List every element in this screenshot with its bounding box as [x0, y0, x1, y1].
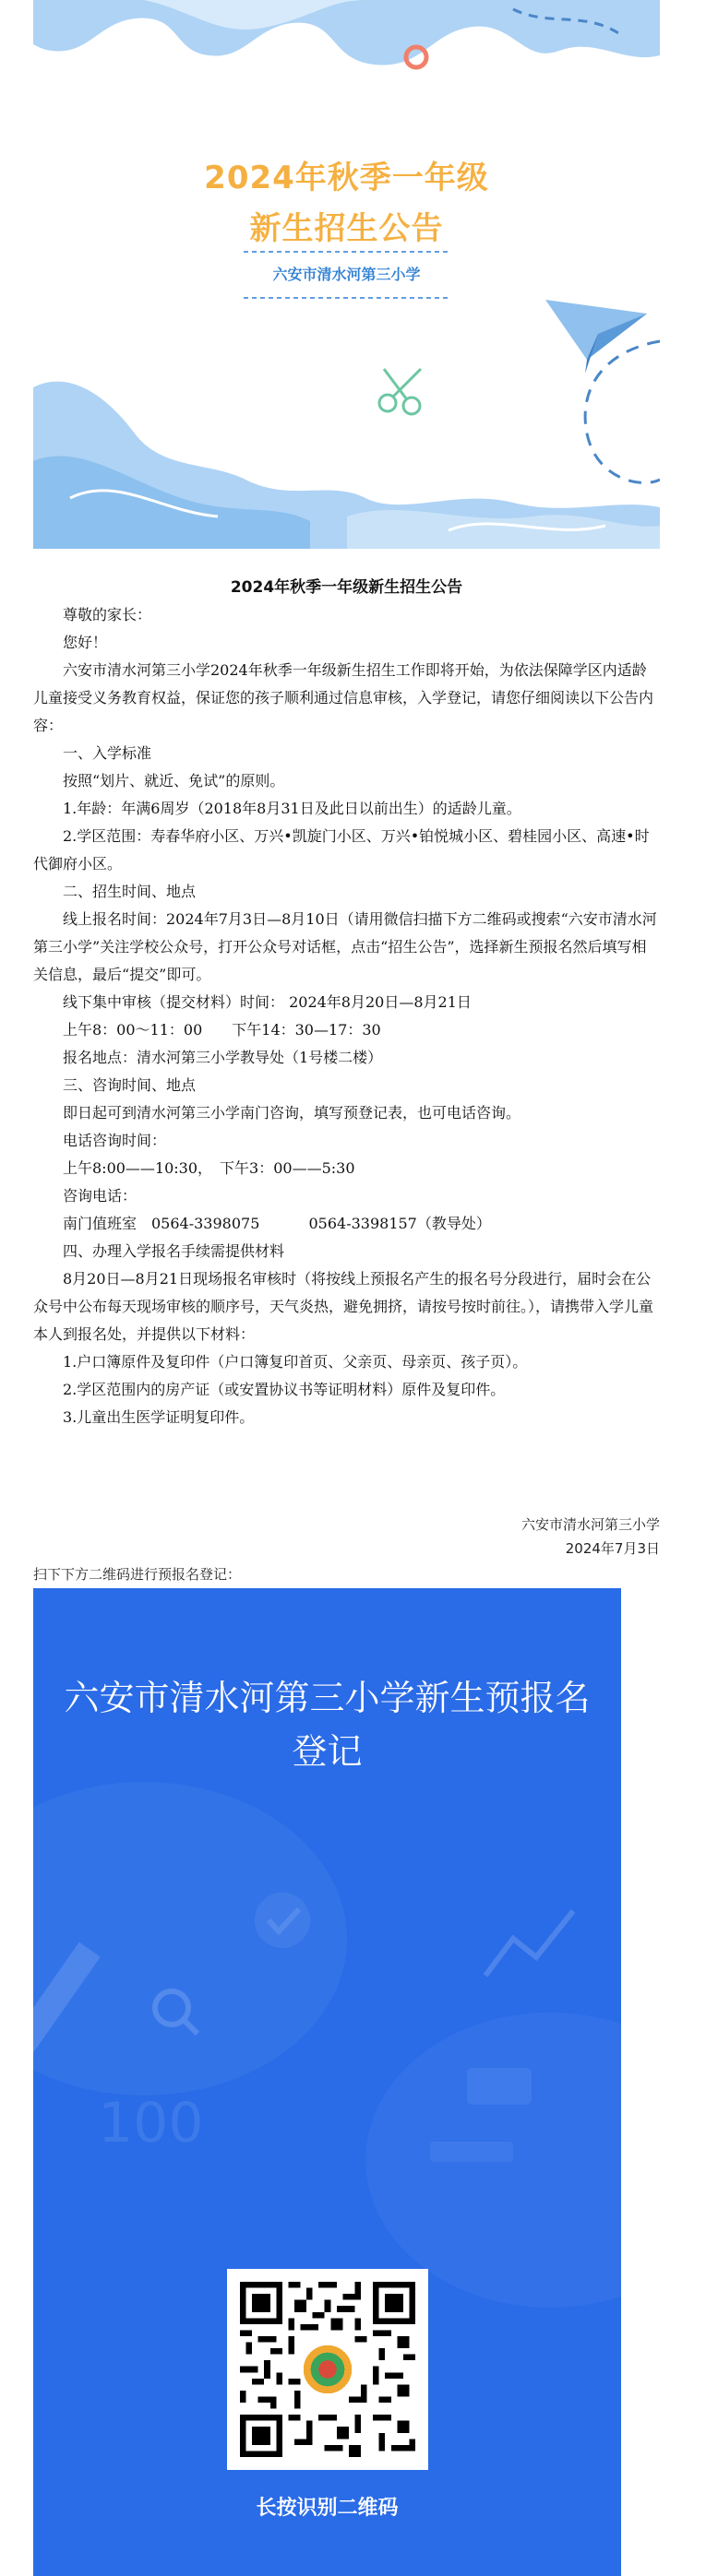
announcement-article: [33, 574, 660, 1431]
signature-date: 2024年7月3日: [565, 1540, 660, 1557]
paragraph: 咨询电话：: [63, 1187, 138, 1205]
article-title: 2024年秋季一年级新生招生公告: [230, 578, 463, 597]
banner-title-line2: 新生招生公告: [249, 210, 444, 247]
list-item: 1.户口簿原件及复印件（户口簿复印首页、父亲页、母亲页、孩子页）。: [63, 1353, 528, 1371]
poster-title: 六安市清水河第三小学新生预报名登记: [64, 1678, 591, 1772]
svg-text:100: 100: [98, 2091, 204, 2155]
top-cloud: [33, 0, 660, 65]
signature-org: 六安市清水河第三小学: [521, 1516, 660, 1533]
paragraph: 上午8:00——10:30， 下午3：00——5:30: [63, 1159, 355, 1177]
paper-plane-icon: [545, 300, 647, 374]
qr-code-icon: [240, 2282, 415, 2457]
list-item: 3.儿童出生医学证明复印件。: [63, 1408, 255, 1426]
section-heading: 三、咨询时间、地点: [63, 1076, 197, 1094]
paragraph: 即日起可到清水河第三小学南门咨询，填写预登记表，也可电话咨询。: [63, 1104, 521, 1122]
paragraph: 按照“划片、就近、免试”的原则。: [63, 772, 285, 789]
scissors-icon: [379, 369, 421, 414]
paragraph: 上午8：00～11：00 下午14：30—17：30: [63, 1021, 381, 1039]
header-banner: [33, 0, 660, 549]
list-item: 2.学区范围内的房产证（或安置协议书等证明材料）原件及复印件。: [63, 1381, 506, 1398]
intro-paragraph: 六安市清水河第三小学2024年秋季一年级新生招生工作即将开始，为依法保障学区内适龄儿童接受义务教育权益，保证您的孩子顺利通过信息审核，入学登记，请您仔细阅读以下公告内容：: [33, 661, 654, 734]
section-heading: 一、入学标准: [63, 744, 152, 762]
paragraph: 报名地点：清水河第三小学教导处（1号楼二楼）: [63, 1049, 383, 1066]
paragraph: 2.学区范围：寿春华府小区、万兴•凯旋门小区、万兴•铂悦城小区、碧桂园小区、高速•时代御府小区。: [33, 827, 650, 873]
paragraph: 8月20日—8月21日现场报名审核时（将按线上预报名产生的报名号分段进行，届时会在公众号中公布每天现场审核的顺序号，天气炎热，避免拥挤，请按号按时前往。），请携带入学儿童本人到报名处，并提供以下材料：: [33, 1270, 654, 1343]
banner-school-name: 六安市清水河第三小学: [272, 266, 421, 283]
check-icon: [255, 1893, 310, 1948]
paragraph: 线上报名时间：2024年7月3日—8月10日（请用微信扫描下方二维码或搜索“六安市清水河第三小学”关注学校公众号，打开公众号对话框，点击“招生公告”，选择新生预报名然后填写相关信息，最后“提交”即可。: [33, 910, 657, 983]
qr-caption: 长按识别二维码: [256, 2497, 399, 2520]
section-heading: 二、招生时间、地点: [63, 883, 197, 900]
paragraph: 电话咨询时间：: [63, 1132, 167, 1149]
salutation: 尊敬的家长：: [63, 606, 152, 623]
banner-title-line1: 2024年秋季一年级: [204, 160, 489, 196]
paragraph: 南门值班室 0564-3398075 0564-3398157（教导处）: [63, 1215, 491, 1232]
section-heading: 四、办理入学报名手续需提供材料: [63, 1242, 285, 1260]
greeting: 您好！: [63, 634, 108, 651]
paragraph: 线下集中审核（提交材料）时间： 2024年8月20日—8月21日: [63, 993, 472, 1011]
scan-instruction: 扫下下方二维码进行预报名登记：: [33, 1566, 242, 1583]
registration-poster: [33, 1588, 621, 2576]
qr-code[interactable]: [227, 2269, 428, 2470]
paragraph: 1.年龄：年满6周岁（2018年8月31日及此日以前出生）的适龄儿童。: [63, 800, 521, 817]
